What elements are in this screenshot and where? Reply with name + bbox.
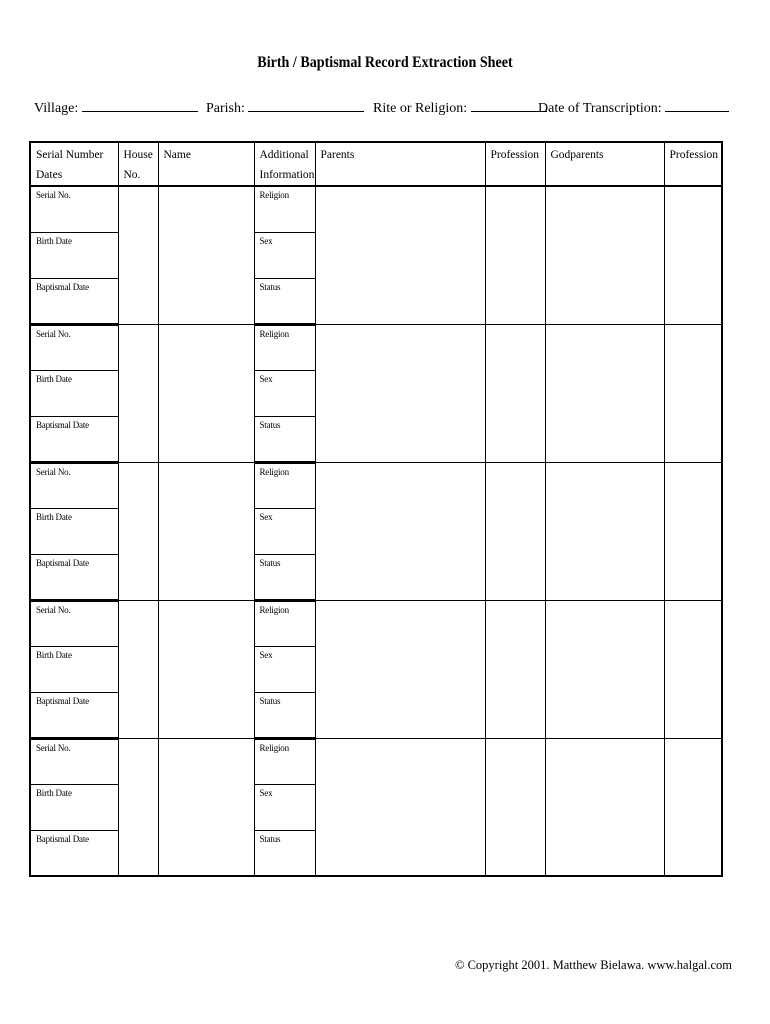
- parents-cell[interactable]: [315, 462, 485, 600]
- village-label: Village:: [34, 101, 79, 116]
- name-cell[interactable]: [158, 186, 254, 324]
- status-cell[interactable]: Status: [254, 278, 315, 324]
- serial-no-cell[interactable]: Serial No.: [30, 324, 118, 370]
- header-fields: [34, 97, 724, 119]
- record-row: [30, 738, 722, 784]
- godparents-cell[interactable]: [545, 600, 664, 738]
- sex-cell[interactable]: Sex: [254, 646, 315, 692]
- baptismal-date-cell[interactable]: Baptismal Date: [30, 416, 118, 462]
- religion-cell[interactable]: Religion: [254, 462, 315, 508]
- col-parents-header: Parents: [315, 142, 485, 186]
- profession2-cell[interactable]: [664, 186, 722, 324]
- serial-no-cell[interactable]: Serial No.: [30, 186, 118, 232]
- profession-cell[interactable]: [485, 738, 545, 876]
- serial-no-cell[interactable]: Serial No.: [30, 600, 118, 646]
- birth-date-cell[interactable]: Birth Date: [30, 646, 118, 692]
- name-cell[interactable]: [158, 600, 254, 738]
- record-row: [30, 462, 722, 508]
- parish-label: Parish:: [206, 101, 245, 116]
- religion-cell[interactable]: Religion: [254, 186, 315, 232]
- name-cell[interactable]: [158, 738, 254, 876]
- col-godparents-header: Godparents: [545, 142, 664, 186]
- header-row: [30, 142, 722, 186]
- village-blank[interactable]: [82, 97, 198, 112]
- record-row: [30, 324, 722, 370]
- parents-cell[interactable]: [315, 186, 485, 324]
- godparents-cell[interactable]: [545, 324, 664, 462]
- serial-no-cell[interactable]: Serial No.: [30, 738, 118, 784]
- sex-cell[interactable]: Sex: [254, 232, 315, 278]
- col-house-header: House No.: [118, 142, 158, 186]
- record-row: [30, 600, 722, 646]
- profession2-cell[interactable]: [664, 324, 722, 462]
- birth-date-cell[interactable]: Birth Date: [30, 508, 118, 554]
- baptismal-date-cell[interactable]: Baptismal Date: [30, 830, 118, 876]
- profession-cell[interactable]: [485, 462, 545, 600]
- house-no-cell[interactable]: [118, 600, 158, 738]
- godparents-cell[interactable]: [545, 186, 664, 324]
- godparents-cell[interactable]: [545, 738, 664, 876]
- parents-cell[interactable]: [315, 738, 485, 876]
- parents-cell[interactable]: [315, 600, 485, 738]
- profession2-cell[interactable]: [664, 738, 722, 876]
- baptismal-date-cell[interactable]: Baptismal Date: [30, 278, 118, 324]
- status-cell[interactable]: Status: [254, 692, 315, 738]
- godparents-cell[interactable]: [545, 462, 664, 600]
- village-field[interactable]: [34, 97, 198, 117]
- profession-cell[interactable]: [485, 186, 545, 324]
- sex-cell[interactable]: Sex: [254, 784, 315, 830]
- serial-no-cell[interactable]: Serial No.: [30, 462, 118, 508]
- col-additional-header: Additional Information: [254, 142, 315, 186]
- parish-field[interactable]: [206, 97, 364, 117]
- house-no-cell[interactable]: [118, 186, 158, 324]
- birth-date-cell[interactable]: Birth Date: [30, 370, 118, 416]
- status-cell[interactable]: Status: [254, 416, 315, 462]
- sex-cell[interactable]: Sex: [254, 370, 315, 416]
- col-serial-header: Serial Number Dates: [30, 142, 118, 186]
- sheet-title: Birth / Baptismal Record Extraction Sheet: [257, 54, 513, 71]
- birth-date-cell[interactable]: Birth Date: [30, 232, 118, 278]
- extraction-table: [29, 141, 723, 877]
- profession-cell[interactable]: [485, 324, 545, 462]
- col-profession2-header: Profession: [664, 142, 722, 186]
- birth-date-cell[interactable]: Birth Date: [30, 784, 118, 830]
- col-name-header: Name: [158, 142, 254, 186]
- status-cell[interactable]: Status: [254, 554, 315, 600]
- name-cell[interactable]: [158, 462, 254, 600]
- col-profession-header: Profession: [485, 142, 545, 186]
- profession-cell[interactable]: [485, 600, 545, 738]
- status-cell[interactable]: Status: [254, 830, 315, 876]
- baptismal-date-cell[interactable]: Baptismal Date: [30, 692, 118, 738]
- record-row: [30, 186, 722, 232]
- date-label: Date of Transcription:: [538, 101, 662, 116]
- date-field[interactable]: [538, 97, 729, 117]
- parents-cell[interactable]: [315, 324, 485, 462]
- religion-cell[interactable]: Religion: [254, 738, 315, 784]
- name-cell[interactable]: [158, 324, 254, 462]
- religion-cell[interactable]: Religion: [254, 600, 315, 646]
- rite-label: Rite or Religion:: [373, 101, 468, 116]
- religion-cell[interactable]: Religion: [254, 324, 315, 370]
- house-no-cell[interactable]: [118, 738, 158, 876]
- baptismal-date-cell[interactable]: Baptismal Date: [30, 554, 118, 600]
- rite-field[interactable]: [373, 97, 547, 117]
- profession2-cell[interactable]: [664, 462, 722, 600]
- sex-cell[interactable]: Sex: [254, 508, 315, 554]
- copyright-footer: © Copyright 2001. Matthew Bielawa. www.halgal.com: [454, 958, 732, 972]
- parish-blank[interactable]: [248, 97, 364, 112]
- rite-blank[interactable]: [471, 97, 547, 112]
- date-blank[interactable]: [665, 97, 729, 112]
- house-no-cell[interactable]: [118, 324, 158, 462]
- profession2-cell[interactable]: [664, 600, 722, 738]
- house-no-cell[interactable]: [118, 462, 158, 600]
